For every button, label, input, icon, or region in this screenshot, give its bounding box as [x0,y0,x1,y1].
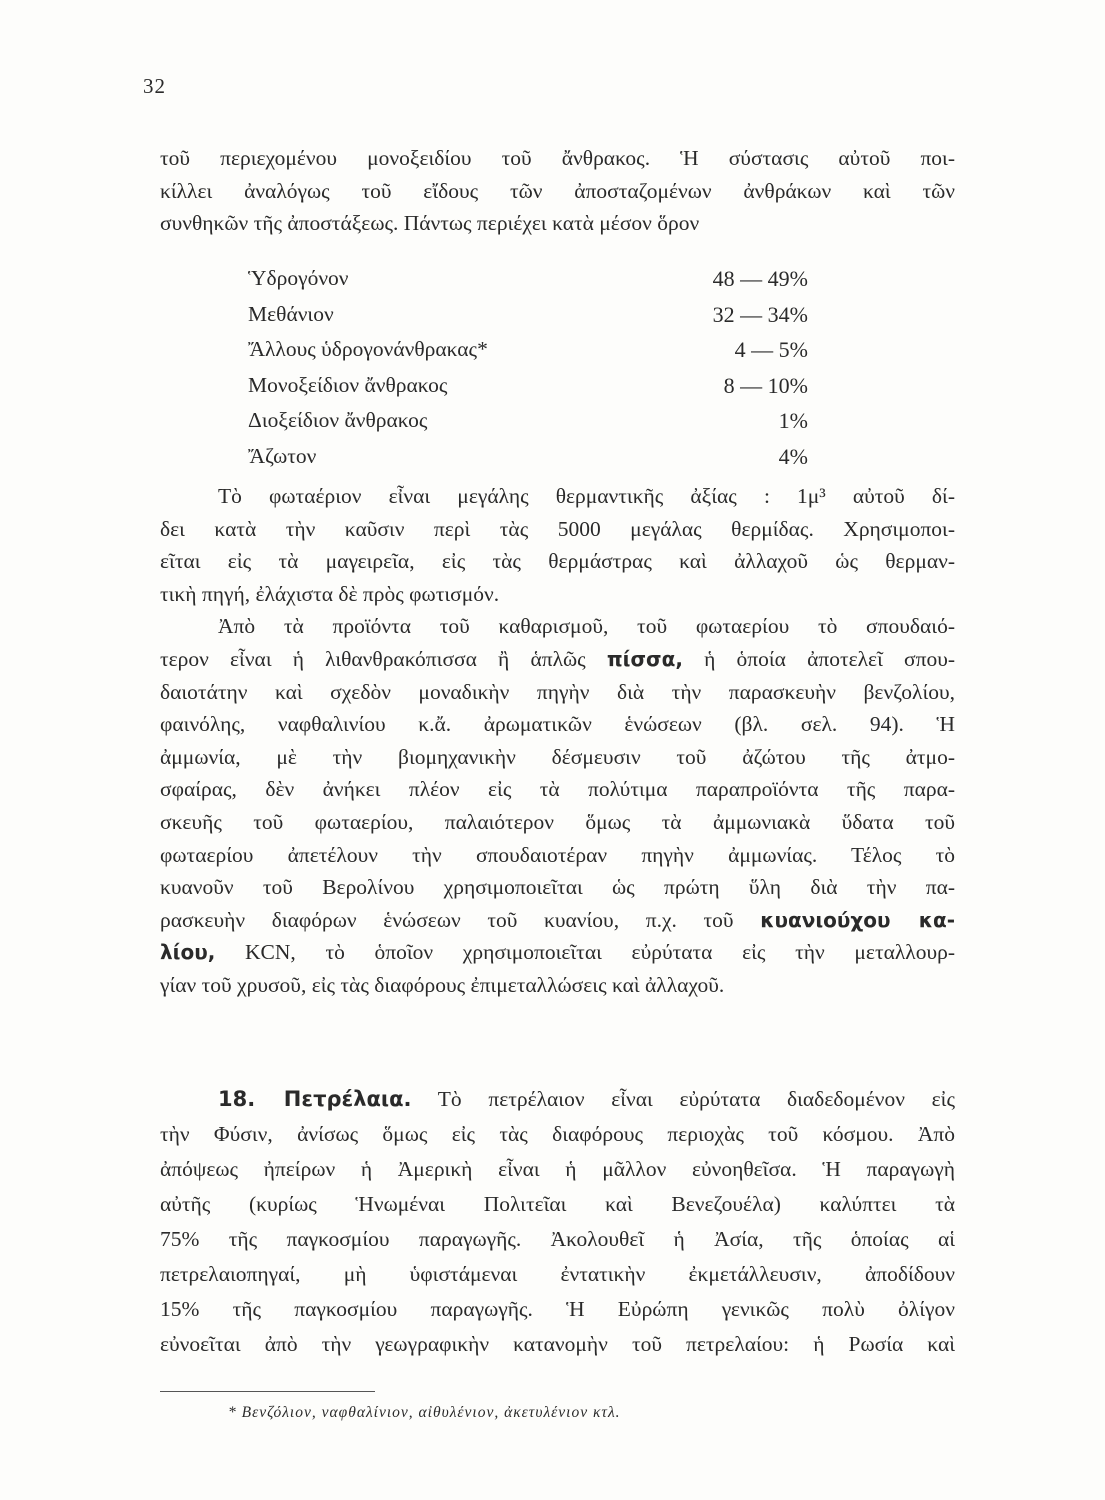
text-line [160,1082,955,1117]
text-fragment: ρασκευὴν διαφόρων ἑνώσεων τοῦ κυανίου, π.χ. τοῦ [160,907,734,932]
composition-table [248,262,808,475]
composition-row [248,440,808,476]
keyword-potassium-cyanide: κυανιούχου κα- [760,907,956,932]
component-name: Ἄλλους ὑδρογονάνθρακας* [248,337,488,361]
component-name: Ὑδρογόνον [248,266,349,290]
text-line: σκευῆς τοῦ φωταερίου, παλαιότερον ὅμως τὰ ἀμμωνιακὰ ὕδατα τοῦ [160,809,955,834]
petroleum-section [160,1082,955,1362]
text-line: φαινόλης, ναφθαλινίου κ.ἄ. ἀρωματικῶν ἑνώσεων (βλ. σελ. 94). Ἡ [160,712,955,737]
text-fragment: Τὸ πετρέλαιον εἶναι εὐρύτατα διαδεδομένον εἰς [437,1087,955,1111]
composition-row [248,262,808,298]
composition-row [248,298,808,334]
text-line: αὐτῆς (κυρίως Ἡνωμέναι Πολιτεῖαι καὶ Βενεζουέλα) καλύπτει τὰ [160,1192,955,1216]
text-fragment: ἡ ὁποία ἀποτελεῖ σπου- [704,646,956,671]
text-line: ἀμμωνία, μὲ τὴν βιομηχανικὴν δέσμευσιν τοῦ ἀζώτου τῆς ἀτμο- [160,744,955,769]
text-line: εῖται εἰς τὰ μαγειρεῖα, εἰς τὰς θερμάστρας καὶ ἀλλαχοῦ ὡς θερμαν- [160,549,955,574]
component-name: Ἄζωτον [248,443,317,468]
text-line [160,936,955,969]
component-name: Μονοξείδιον ἄνθρακος [248,372,448,397]
text-line: ἀπόψεως ἠπείρων ἡ Ἀμερικὴ εἶναι ἡ μᾶλλον εὐνοηθεῖσα. Ἡ παραγωγὴ [160,1157,955,1181]
text-fragment: KCN, τὸ ὁποῖον χρησιμοποιεῖται εὐρύτατα εἰς τὴν μεταλλουρ- [244,940,955,965]
component-range: 8 — 10% [723,372,808,398]
text-line: κυανοῦν τοῦ Βερολίνου χρησιμοποιεῖται ὡς πρώτη ὕλη διὰ τὴν πα- [160,875,955,900]
component-range: 4 — 5% [734,337,808,362]
gas-value-paragraph [160,480,955,1002]
keyword-pitch: πίσσα, [606,646,683,671]
composition-row [248,404,808,440]
text-line: σφαίρας, δὲν ἀνήκει πλέον εἰς τὰ πολύτιμα παραπροϊόντα τῆς παρα- [160,777,955,802]
footnote: * Βενζόλιον, ναφθαλίνιον, αἰθυλένιον, ἀκετυλένιον κτλ. [228,1404,621,1421]
text-line: 75% τῆς παγκοσμίου παραγωγῆς. Ἀκολουθεῖ ἡ Ἀσία, τῆς ὁποίας αἱ [160,1227,955,1251]
intro-paragraph [160,142,955,240]
text-line: δαιοτάτην καὶ σχεδὸν μοναδικὴν πηγὴν διὰ τὴν παρασκευὴν βενζολίου, [160,679,955,704]
text-line [160,643,955,676]
text-line: τὴν Φύσιν, ἀνίσως ὅμως εἰς τὰς διαφόρους περιοχὰς τοῦ κόσμου. Ἀπὸ [160,1122,955,1146]
composition-row [248,333,808,369]
text-line [160,904,955,937]
text-line: 15% τῆς παγκοσμίου παραγωγῆς. Ἡ Εὐρώπη γενικῶς πολὺ ὀλίγον [160,1297,955,1321]
page-number: 32 [143,74,166,98]
footnote-divider [160,1391,375,1392]
composition-row [248,369,808,405]
component-range: 32 — 34% [712,301,808,327]
component-name: Μεθάνιον [248,301,334,326]
text-line: γίαν τοῦ χρυσοῦ, εἰς τὰς διαφόρους ἐπιμεταλλώσεις καὶ ἀλλαχοῦ. [160,972,725,997]
component-range: 4% [778,443,808,469]
text-line: Ἀπὸ τὰ προϊόντα τοῦ καθαρισμοῦ, τοῦ φωταερίου τὸ σπουδαιό- [218,614,955,639]
text-line: δει κατὰ τὴν καῦσιν περὶ τὰς 5000 μεγάλας θερμίδας. Χρησιμοποι- [160,516,955,541]
section-heading: 18. Πετρέλαια. [218,1087,412,1111]
text-fragment: τερον εἶναι ἡ λιθανθρακόπισσα ἢ ἁπλῶς [160,646,586,671]
component-range: 48 — 49% [712,266,808,291]
component-range: 1% [778,408,808,433]
keyword-potassium-cyanide: λίου, [160,940,216,965]
text-line: τικὴ πηγή, ἐλάχιστα δὲ πρὸς φωτισμόν. [160,581,500,606]
text-line: πετρελαιοπηγαί, μὴ ὑφιστάμεναι ἐντατικὴν ἐκμετάλλευσιν, ἀποδίδουν [160,1262,955,1286]
text-line: εὐνοεῖται ἀπὸ τὴν γεωγραφικὴν κατανομὴν τοῦ πετρελαίου: ἡ Ρωσία καὶ [160,1332,955,1356]
text-line: τοῦ περιεχομένου μονοξειδίου τοῦ ἄνθρακος. Ἡ σύστασις αὐτοῦ ποι- [160,146,955,170]
text-line: φωταερίου ἀπετέλουν τὴν σπουδαιοτέραν πηγὴν ἀμμωνίας. Τέλος τὸ [160,842,955,867]
text-line: κίλλει ἀναλόγως τοῦ εἴδους τῶν ἀποσταζομένων ἀνθράκων καὶ τῶν [160,178,955,203]
component-name: Διοξείδιον ἄνθρακος [248,408,428,432]
text-line: συνθηκῶν τῆς ἀποστάξεως. Πάντως περιέχει κατὰ μέσον ὅρον [160,211,700,236]
text-line: Τὸ φωταέριον εἶναι μεγάλης θερμαντικῆς ἀξίας : 1μ³ αὐτοῦ δί- [218,484,955,508]
